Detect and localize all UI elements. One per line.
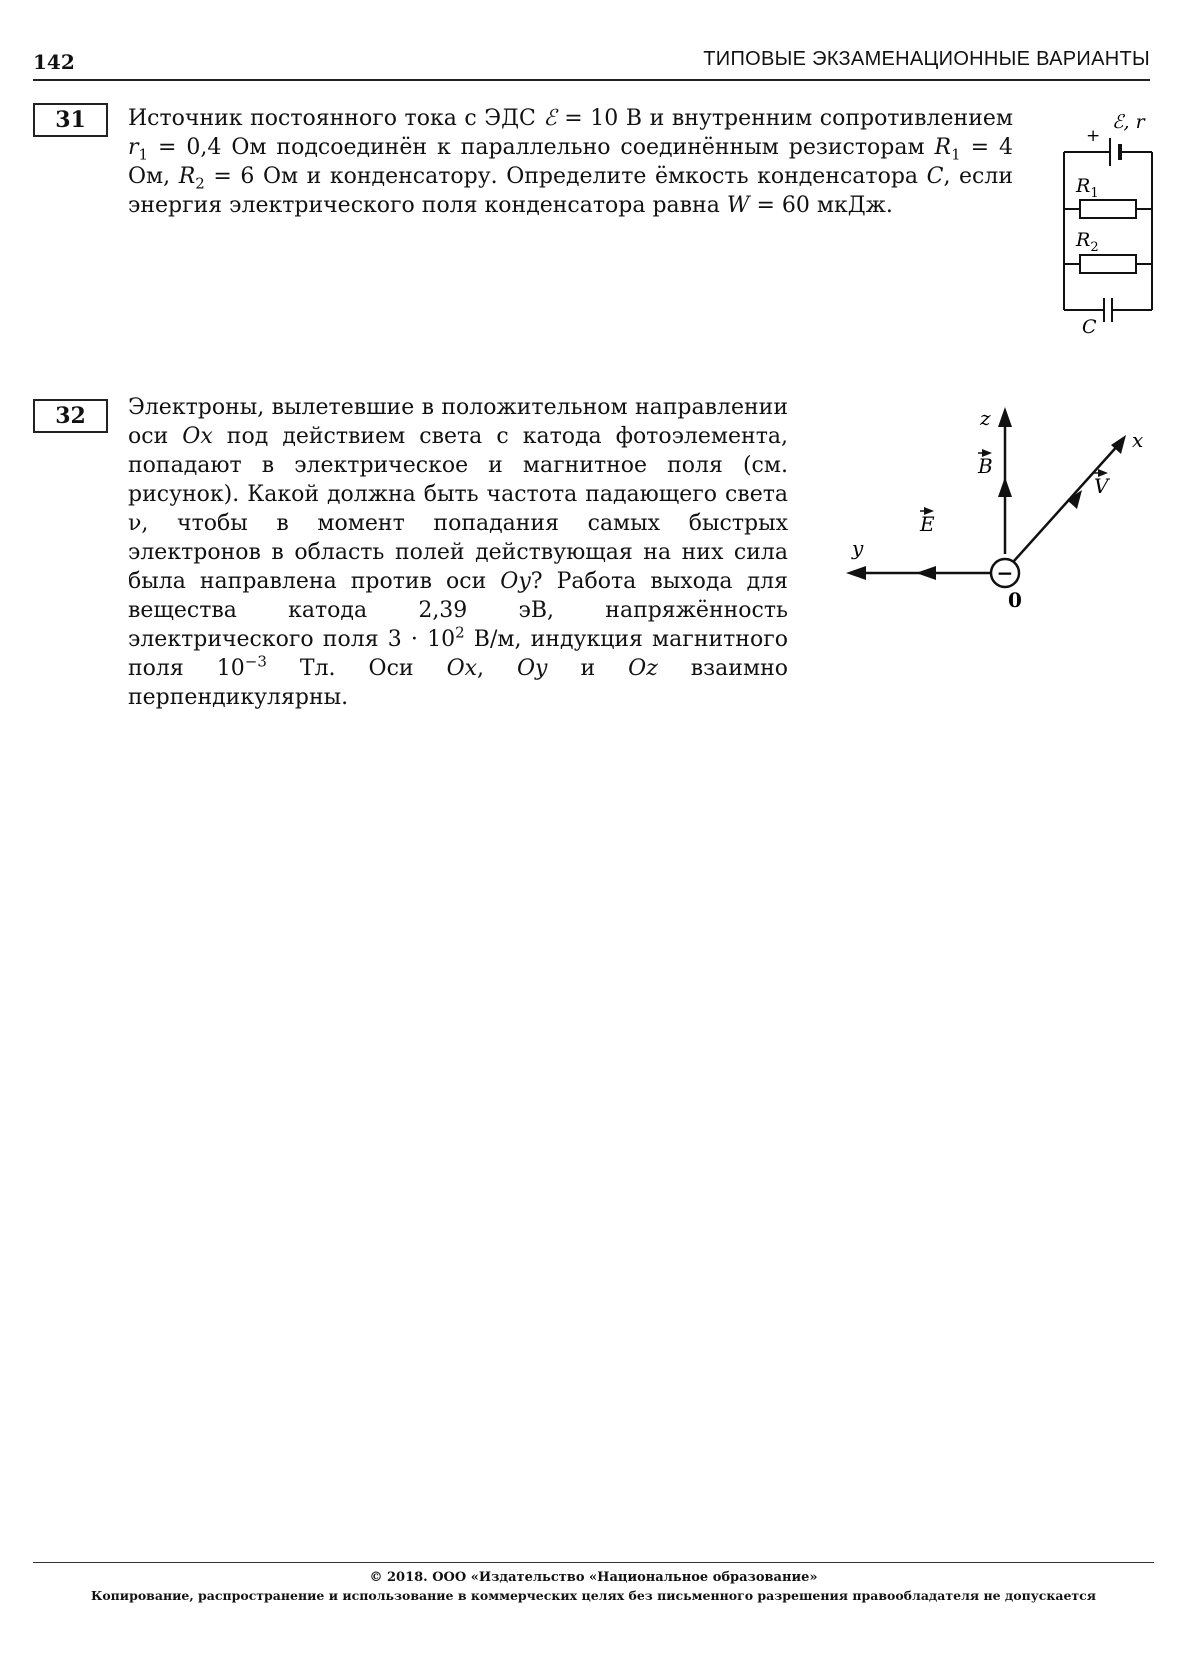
origin-label: 0: [1008, 588, 1022, 612]
resistor-r2: [1080, 255, 1136, 273]
capacitor-label: C: [1082, 316, 1097, 338]
resistor-r1: [1080, 200, 1136, 218]
problem-31-number: 31: [33, 103, 108, 137]
e-arrowhead: [916, 566, 936, 580]
z-label: z: [980, 406, 991, 430]
footer-divider: [33, 1562, 1154, 1563]
svg-text:E: E: [920, 512, 935, 536]
y-label: y: [852, 536, 864, 560]
svg-text:V: V: [1094, 474, 1109, 498]
e-vector-label: [919, 511, 935, 536]
footer-copyright: © 2018. ООО «Издательство «Национальное образование»: [369, 1570, 818, 1585]
emf-label: ℰ, r: [1112, 111, 1145, 133]
problem-31-text: Источник постоянного тока с ЭДС ℰ = 10 В и внутренним сопротивлением $r_1 = 0,4$ Ом подсоединён к параллельно соединённым резисторам $R_1 = 4$ Ом, $R_2 = 6$ Ом и конденсатору. Определите ёмкость конденсатора C, если энергия электрического поля конденсатора равна W = 60 мкДж.: [128, 106, 1013, 218]
page-number: 142: [33, 50, 75, 74]
x-label: x: [1132, 428, 1144, 452]
x-axis: [1014, 443, 1120, 561]
fields-diagram: [830, 395, 1160, 620]
footer-notice: Копирование, распространение и использование в коммерческих целях без письменного разрешения правообладателя не допускается: [90, 1588, 1097, 1603]
r1-label: $R_1$: [1076, 175, 1099, 201]
emf-plus-label: +: [1086, 126, 1101, 146]
r2-label: $R_2$: [1076, 229, 1099, 255]
running-head: ТИПОВЫЕ ЭКЗАМЕНАЦИОННЫЕ ВАРИАНТЫ: [703, 48, 1150, 70]
problem-32-number: 32: [33, 399, 108, 433]
v-vector-label: [1094, 473, 1111, 498]
svg-text:B: B: [978, 454, 993, 478]
problem-32-text: Электроны, вылетевшие в положительном направлении оси Ox под действием света с катода фотоэлемента, попадают в электрическое и магнитное поля (см. рисунок). Какой должна быть частота падающего света ν, чтобы в момент попадания самых быстрых электронов в область полей действующая на них сила была направлена против оси Oy? Работа выхода для вещества катода 2,39 эВ, напряжённость электрического поля $3 \cdot 10^2$ В/м, индукция магнитного поля $10^{-3}$ Тл. Оси Ox, Oy и Oz взаимно перпендикулярны.: [128, 395, 788, 710]
circuit-diagram: [1040, 108, 1160, 338]
electron-sign: −: [996, 561, 1014, 585]
header-divider: [33, 79, 1150, 81]
b-arrowhead: [998, 477, 1012, 497]
b-vector-label: [977, 453, 993, 478]
